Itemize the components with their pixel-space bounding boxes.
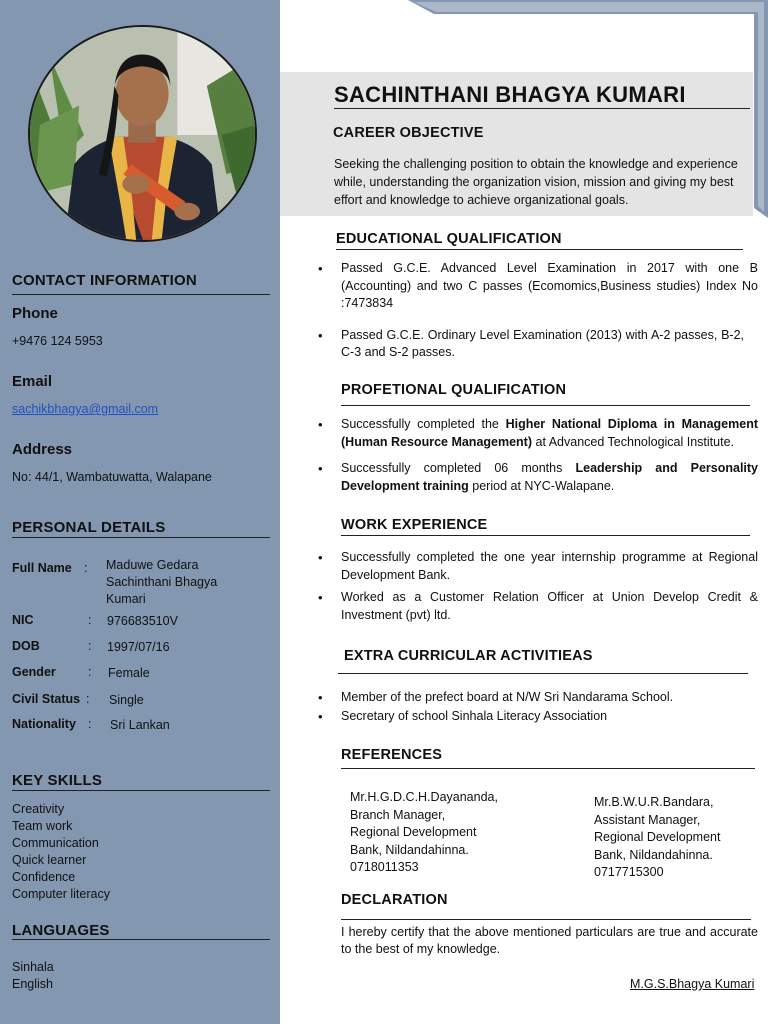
extra-item: • Member of the prefect board at N/W Sri Nandarama School.	[318, 689, 758, 707]
reference-line: Mr.H.G.D.C.H.Dayananda,	[350, 790, 498, 804]
detail-colon: :	[88, 613, 92, 627]
professional-item-text: Successfully completed 06 months	[341, 461, 576, 475]
email-link[interactable]: sachikbhagya@gmail.com	[12, 402, 159, 416]
languages-list	[12, 959, 54, 993]
profile-photo	[28, 25, 257, 242]
detail-label: Nationality	[12, 717, 76, 731]
detail-label: Full Name	[12, 561, 72, 575]
address-label: Address	[12, 441, 73, 458]
reference-2	[594, 794, 764, 882]
skill-item: Creativity	[12, 802, 65, 816]
key-skills-heading: KEY SKILLS	[12, 772, 103, 789]
key-skills-rule	[12, 790, 270, 791]
skill-item: Confidence	[12, 870, 76, 884]
extra-curricular-heading: EXTRA CURRICULAR ACTIVITIEAS	[344, 648, 593, 664]
reference-line: Branch Manager,	[350, 807, 446, 822]
detail-value: Female	[108, 666, 150, 680]
detail-label: NIC	[12, 613, 34, 627]
professional-item-text: Successfully completed the	[341, 417, 506, 431]
reference-line: Bank, Nildandahinna.	[350, 842, 469, 857]
references-rule	[341, 768, 755, 769]
skill-item: Computer literacy	[12, 887, 110, 901]
education-list	[318, 260, 758, 362]
detail-colon: :	[88, 717, 92, 731]
personal-details-heading: PERSONAL DETAILS	[12, 519, 166, 536]
professional-item-bold: Higher National Diploma in Management (Human Resource Management)	[341, 417, 758, 449]
professional-heading: PROFETIONAL QUALIFICATION	[341, 382, 567, 398]
detail-value: 976683510V	[107, 614, 178, 628]
detail-value: Sri Lankan	[110, 718, 170, 732]
declaration-heading: DECLARATION	[341, 892, 448, 908]
professional-item-text: at Advanced Technological Institute.	[532, 434, 735, 449]
education-heading: EDUCATIONAL QUALIFICATION	[336, 231, 562, 247]
detail-colon: :	[86, 692, 90, 706]
detail-colon: :	[88, 665, 92, 679]
detail-colon: :	[88, 639, 92, 653]
detail-colon: :	[84, 561, 88, 575]
work-experience-heading: WORK EXPERIENCE	[341, 517, 488, 533]
professional-list	[318, 416, 758, 495]
reference-line: 0718011353	[350, 860, 419, 874]
email-label: Email	[12, 373, 53, 390]
reference-line: Assistant Manager,	[594, 812, 701, 827]
key-skills-list	[12, 801, 110, 903]
name-rule	[334, 108, 750, 109]
address-value: No: 44/1, Wambatuwatta, Walapane	[12, 470, 212, 484]
detail-value: Single	[109, 693, 144, 707]
extra-curricular-list	[318, 689, 758, 725]
work-item: • Worked as a Customer Relation Officer at Union Develop Credit & Investment (pvt) ltd.	[318, 589, 758, 624]
professional-item-text: period at NYC-Walapane.	[468, 478, 615, 493]
extra-curricular-rule	[338, 673, 748, 674]
skill-item: Communication	[12, 836, 99, 850]
detail-label: Civil Status	[12, 692, 81, 706]
professional-item-bold: Leadership and Personality Development training	[341, 461, 758, 493]
references-heading: REFERENCES	[341, 747, 443, 763]
declaration-rule	[341, 919, 751, 920]
contact-heading: CONTACT INFORMATION	[12, 272, 197, 289]
detail-label: Gender	[12, 665, 56, 679]
candidate-name: SACHINTHANI BHAGYA KUMARI	[334, 82, 686, 107]
work-experience-list	[318, 549, 758, 624]
languages-heading: LANGUAGES	[12, 922, 110, 939]
reference-line: Bank, Nildandahinna.	[594, 847, 713, 862]
declaration-text: I hereby certify that the above mentioned particulars are true and accurate to the best of my knowledge.	[341, 925, 758, 956]
detail-value: 1997/07/16	[107, 640, 170, 654]
career-objective-text: Seeking the challenging position to obtain the knowledge and experience while, understanding the organization vision, mission and giving my best effort and knowledge to achieve organizational goals.	[334, 157, 738, 207]
education-item: • Passed G.C.E. Advanced Level Examination in 2017 with one B (Accounting) and two C passes (Ecomomics,Business studies) Index No :7473834	[318, 260, 758, 313]
sidebar	[0, 0, 280, 1024]
skill-item: Quick learner	[12, 853, 87, 867]
education-rule	[336, 249, 743, 250]
phone-label: Phone	[12, 305, 58, 322]
languages-rule	[12, 939, 270, 940]
reference-1	[350, 789, 520, 877]
work-experience-rule	[341, 535, 750, 536]
work-item: • Successfully completed the one year internship programme at Regional Development Bank.	[318, 549, 758, 584]
extra-item: • Secretary of school Sinhala Literacy Association	[318, 708, 758, 726]
professional-rule	[341, 405, 750, 406]
reference-line: 0717715300	[594, 865, 664, 879]
education-item: • Passed G.C.E. Ordinary Level Examination (2013) with A-2 passes, B-2, C-3 and S-2 passes.	[318, 327, 758, 362]
detail-label: DOB	[12, 639, 40, 653]
career-objective-heading: CAREER OBJECTIVE	[333, 125, 484, 141]
profile-photo-illustration	[30, 27, 255, 240]
reference-line: Regional Development	[350, 825, 477, 839]
phone-value: +9476 124 5953	[12, 334, 103, 348]
detail-value: Maduwe Gedara Sachinthani Bhagya Kumari	[106, 558, 218, 606]
reference-line: Regional Development	[594, 830, 721, 844]
professional-item	[318, 416, 758, 451]
professional-item	[318, 460, 758, 495]
personal-details-rule	[12, 537, 270, 538]
skill-item: Team work	[12, 819, 73, 833]
language-item: English	[12, 977, 53, 991]
language-item: Sinhala	[12, 960, 54, 974]
signature-name: M.G.S.Bhagya Kumari	[630, 977, 755, 991]
contact-rule	[12, 294, 270, 295]
reference-line: Mr.B.W.U.R.Bandara,	[594, 795, 714, 809]
